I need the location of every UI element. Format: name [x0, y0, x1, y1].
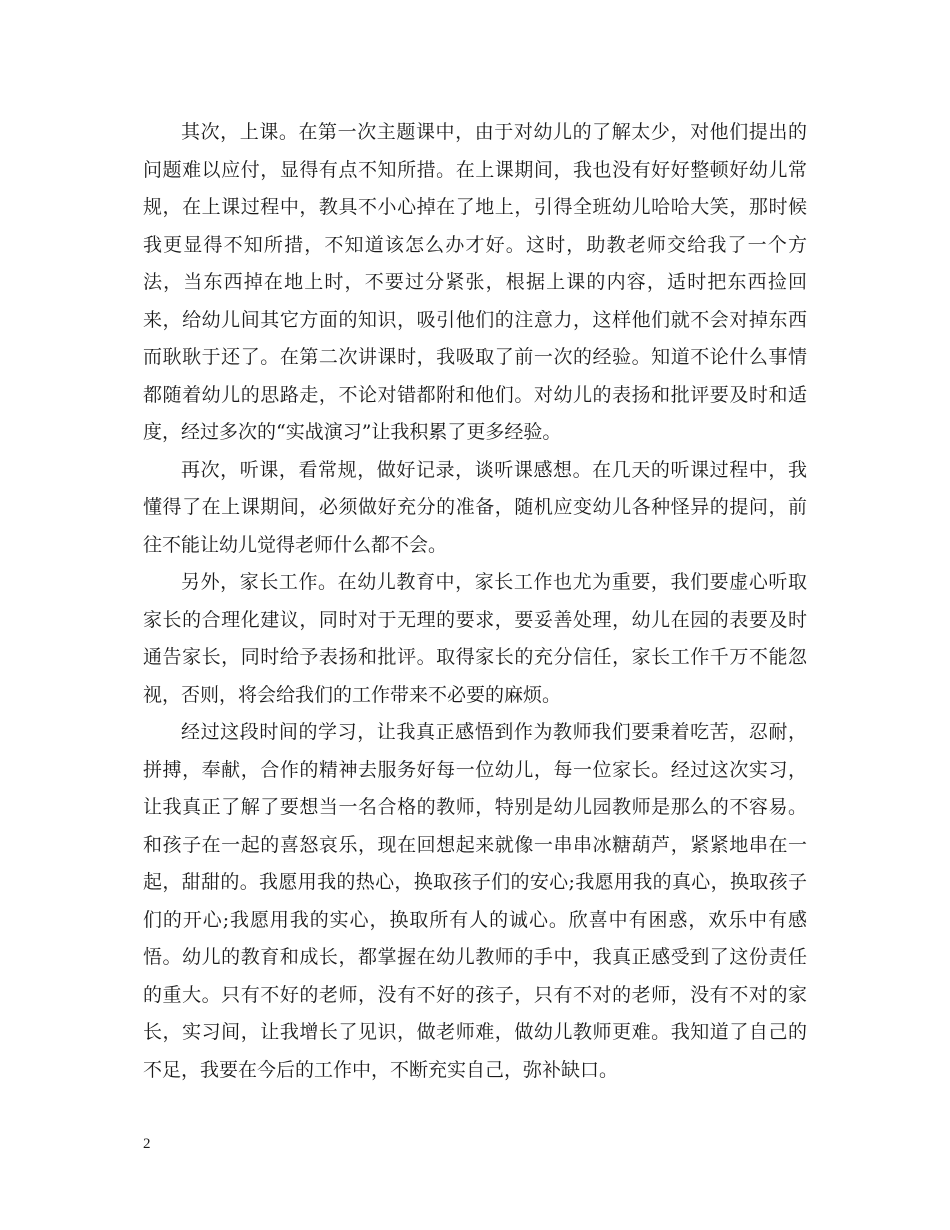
paragraph-observation: 再次，听课，看常规，做好记录，谈听课感想。在几天的听课过程中，我懂得了在上课期间，必须做好充分的准备，随机应变幼儿各种怪异的提问，前往不能让幼儿觉得老师什么都不会。: [143, 458, 807, 556]
paragraph-reflection: 经过这段时间的学习，让我真正感悟到作为教师我们要秉着吃苦，忍耐，拼搏，奉献，合作的精神去服务好每一位幼儿，每一位家长。经过这次实习，让我真正了解了要想当一名合格的教师，特别是幼儿园教师是那么的不容易。和孩子在一起的喜怒哀乐，现在回想起来就像一串串冰糖葫芦，紧紧地串在一起，甜甜的。我愿用我的热心，换取孩子们的安心;我愿用我的真心，换取孩子们的开心;我愿用我的实心，换取所有人的诚心。欣喜中有困惑，欢乐中有感悟。幼儿的教育和成长，都掌握在幼儿教师的手中，我真正感受到了这份责任的重大。只有不好的老师，没有不好的孩子，只有不对的老师，没有不对的家长，实习间，让我增长了见识，做老师难，做幼儿教师更难。我知道了自己的不足，我要在今后的工作中，不断充实自己，弥补缺口。: [143, 721, 807, 1081]
paragraph-parents: 另外，家长工作。在幼儿教育中，家长工作也尤为重要，我们要虚心听取家长的合理化建议，同时对于无理的要求，要妥善处理，幼儿在园的表要及时通告家长，同时给予表扬和批评。取得家长的充分信任，家长工作千万不能忽视，否则，将会给我们的工作带来不必要的麻烦。: [143, 571, 807, 706]
page-number: 2: [143, 1136, 151, 1152]
paragraph-lesson: 其次，上课。在第一次主题课中，由于对幼儿的了解太少，对他们提出的问题难以应付，显得有点不知所措。在上课期间，我也没有好好整顿好幼儿常规，在上课过程中，教具不小心掉在了地上，引得全班幼儿哈哈大笑，那时候我更显得不知所措，不知道该怎么办才好。这时，助教老师交给我了一个方法，当东西掉在地上时，不要过分紧张，根据上课的内容，适时把东西捡回来，给幼儿间其它方面的知识，吸引他们的注意力，这样他们就不会对掉东西而耿耿于还了。在第二次讲课时，我吸取了前一次的经验。知道不论什么事情都随着幼儿的思路走，不论对错都附和他们。对幼儿的表扬和批评要及时和适度，经过多次的“实战演习”让我积累了更多经验。: [143, 121, 807, 443]
body-text: [143, 114, 807, 1089]
